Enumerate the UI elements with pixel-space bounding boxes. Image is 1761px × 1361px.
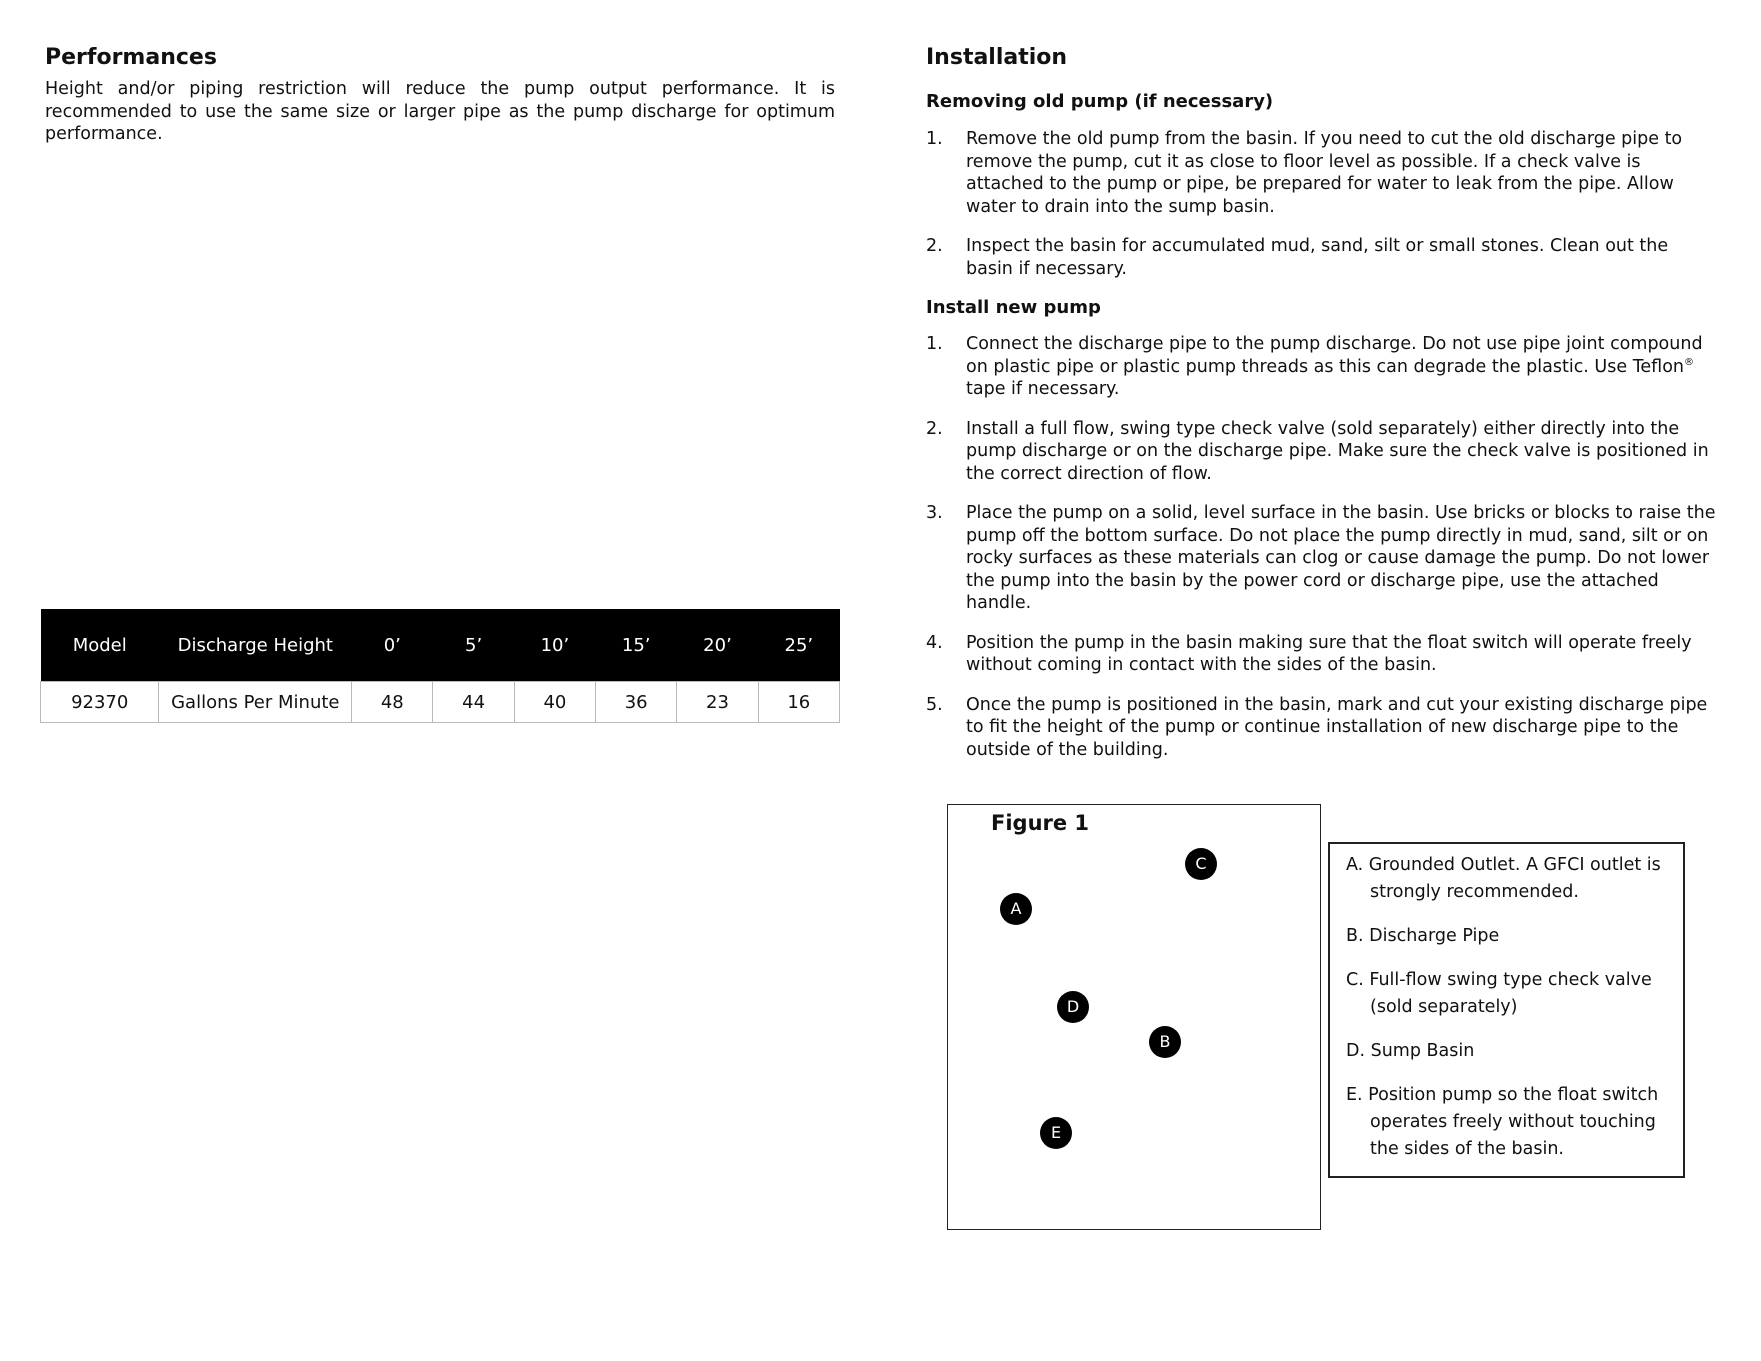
- legend-item-c: C. Full-flow swing type check valve (sold separately): [1346, 970, 1652, 1017]
- list-item: [926, 502, 1716, 615]
- install-steps: [926, 333, 1716, 778]
- legend-item-b: B. Discharge Pipe: [1346, 926, 1500, 946]
- figure-1: [947, 804, 1321, 1230]
- performance-table: [40, 609, 840, 723]
- marker-e: E: [1040, 1117, 1072, 1149]
- cell-gpm-0: 48: [352, 682, 433, 723]
- table-row: [41, 682, 840, 723]
- list-item: [926, 418, 1716, 486]
- performances-heading: Performances: [45, 45, 217, 70]
- legend-item-e: E. Position pump so the float switch operates freely without touching the sides of the basin.: [1346, 1085, 1659, 1159]
- cell-gpm-20: 23: [677, 682, 758, 723]
- step-number: 3.: [926, 503, 943, 523]
- step-number: 1.: [926, 129, 943, 149]
- installation-heading: Installation: [926, 45, 1068, 70]
- header-height-25: 25’: [758, 609, 839, 682]
- performances-body: Height and/or piping restriction will reduce the pump output performance. It is recommended to use the same size or larger pipe as the pump discharge for optimum performance.: [45, 79, 835, 144]
- list-item: [926, 632, 1716, 677]
- cell-gpm-15: 36: [596, 682, 677, 723]
- header-height-10: 10’: [514, 609, 595, 682]
- marker-c: C: [1185, 848, 1217, 880]
- legend-item-d: D. Sump Basin: [1346, 1041, 1475, 1061]
- removing-steps: [926, 128, 1716, 297]
- table-header-row: [41, 609, 840, 682]
- step-text: Once the pump is positioned in the basin, mark and cut your existing discharge pipe to fit the height of the pump or continue installation of new discharge pipe to the outside of the building.: [966, 694, 1708, 760]
- step-text: Connect the discharge pipe to the pump discharge. Do not use pipe joint compound on plastic pipe or plastic pump threads as this can degrade the plastic. Use Teflon: [966, 334, 1703, 377]
- step-text: Remove the old pump from the basin. If you need to cut the old discharge pipe to remove the pump, cut it as close to floor level as possible. If a check valve is attached to the pump or pipe, be prepared for water to leak from the pipe. Allow water to drain into the sump basin.: [966, 129, 1683, 217]
- step-number: 1.: [926, 334, 943, 354]
- step-text: Place the pump on a solid, level surface in the basin. Use bricks or blocks to raise the pump off the bottom surface. Do not place the pump directly in mud, sand, silt or on rocky surfaces as these materials can clog or cause damage the pump. Do not lower the pump into the basin by the power cord or discharge pipe, use the attached handle.: [966, 503, 1716, 613]
- header-height-20: 20’: [677, 609, 758, 682]
- list-item: [926, 235, 1716, 280]
- step-number: 5.: [926, 694, 943, 715]
- removing-subheading: Removing old pump (if necessary): [926, 91, 1274, 112]
- header-height-0: 0’: [352, 609, 433, 682]
- cell-gpm-10: 40: [514, 682, 595, 723]
- step-number: 4.: [926, 632, 943, 653]
- cell-unit: Gallons Per Minute: [159, 682, 352, 723]
- legend-item-a: A. Grounded Outlet. A GFCI outlet is strongly recommended.: [1346, 855, 1661, 902]
- list-item: [926, 333, 1716, 401]
- figure-title: Figure 1: [991, 811, 1090, 835]
- marker-d: D: [1057, 991, 1089, 1023]
- marker-b: B: [1149, 1026, 1181, 1058]
- list-item: [926, 128, 1716, 218]
- step-number: 2.: [926, 236, 943, 256]
- header-height-15: 15’: [596, 609, 677, 682]
- step-number: 2.: [926, 418, 943, 439]
- registered-mark: ®: [1684, 356, 1694, 368]
- header-discharge-height: Discharge Height: [159, 609, 352, 682]
- install-subheading: Install new pump: [926, 297, 1101, 318]
- step-text-tail: tape if necessary.: [966, 379, 1120, 399]
- figure-legend: [1328, 842, 1685, 1178]
- marker-a: A: [1000, 893, 1032, 925]
- header-model: Model: [41, 609, 159, 682]
- step-text: Inspect the basin for accumulated mud, sand, silt or small stones. Clean out the basin if necessary.: [966, 236, 1669, 279]
- header-height-5: 5’: [433, 609, 514, 682]
- cell-gpm-25: 16: [758, 682, 839, 723]
- step-text: Install a full flow, swing type check valve (sold separately) either directly into the pump discharge or on the discharge pipe. Make sure the check valve is positioned in the correct direction of flow.: [966, 418, 1709, 484]
- cell-gpm-5: 44: [433, 682, 514, 723]
- cell-model: 92370: [41, 682, 159, 723]
- step-text: Position the pump in the basin making sure that the float switch will operate freely without coming in contact with the sides of the basin.: [966, 632, 1692, 675]
- list-item: [926, 694, 1716, 762]
